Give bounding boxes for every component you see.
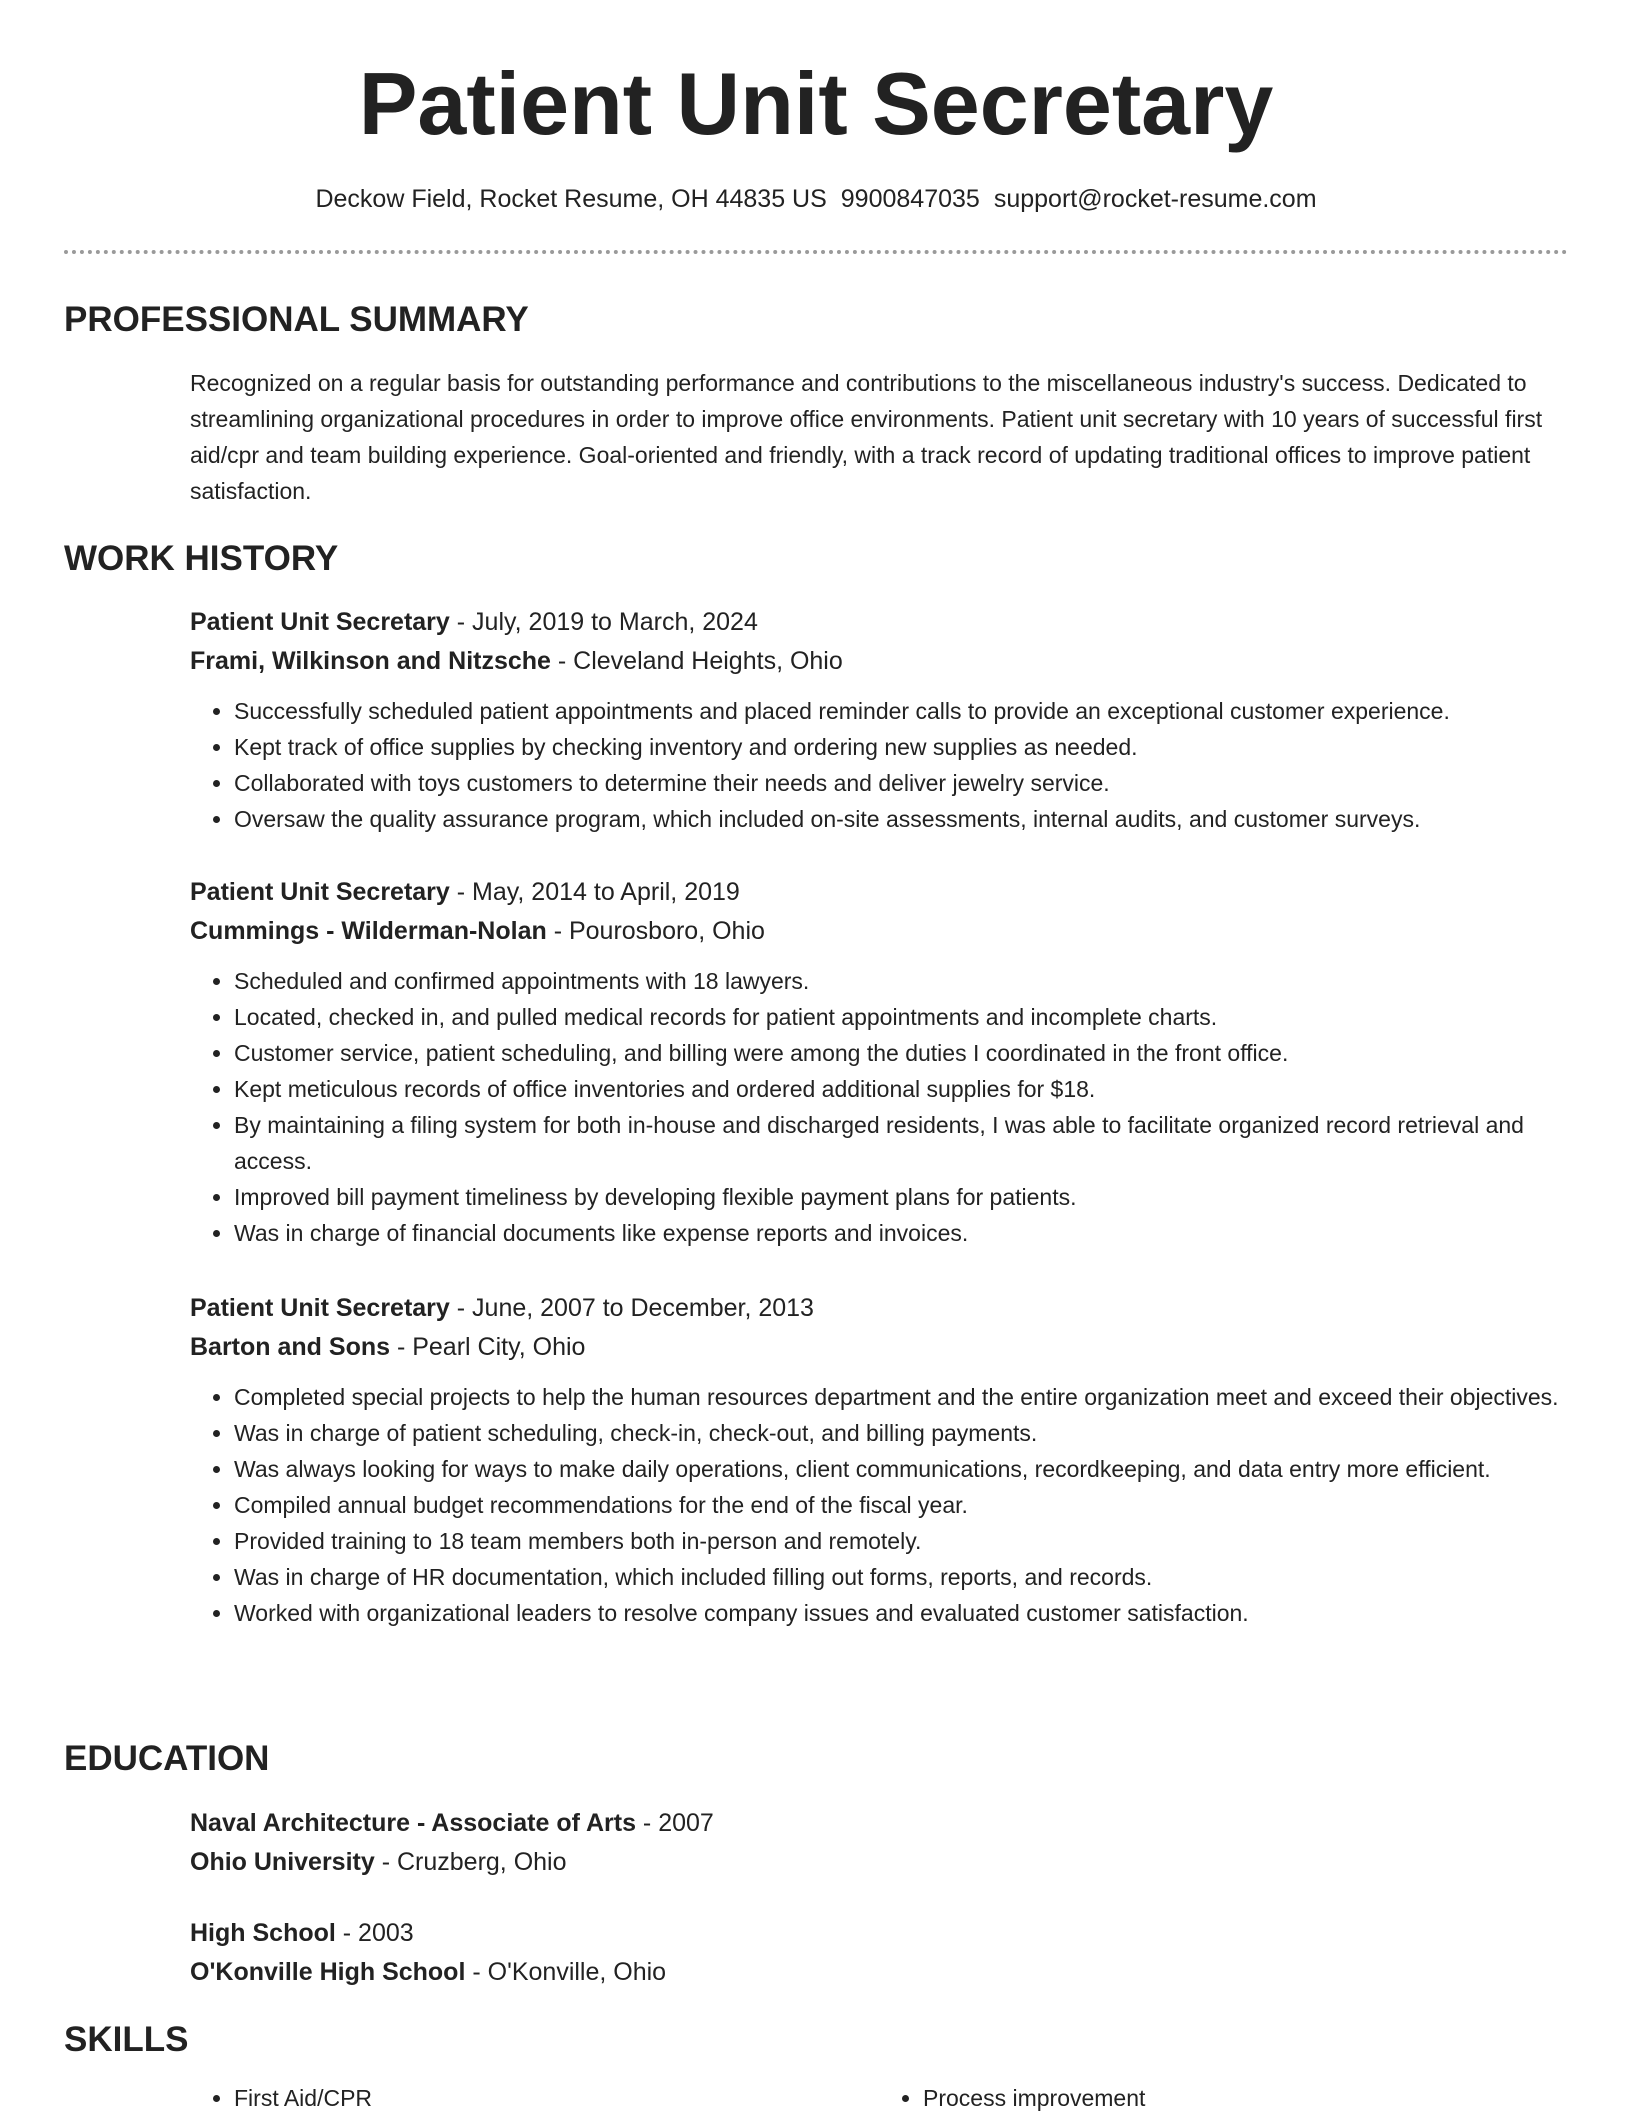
list-item: • Kept track of office supplies by checking inventory and ordering new supplies as needed. (234, 729, 1568, 765)
education-school-line (190, 1953, 1568, 1992)
job-title-line (190, 1289, 1568, 1328)
job-dates: - June, 2007 to December, 2013 (449, 1294, 814, 1322)
summary-text: Recognized on a regular basis for outstanding performance and contributions to the miscellaneous industry's success. Dedicated to streamlining organizational procedures in order to improve office environments. Patient unit secretary with 10 years of successful first aid/cpr and team building experience. Goal-oriented and friendly, with a track record of updating traditional offices to improve patient satisfaction. (190, 370, 1543, 504)
list-item: • Was in charge of patient scheduling, check-in, check-out, and billing payments. (234, 1415, 1568, 1451)
education-location: - Cruzberg, Ohio (374, 1848, 567, 1876)
job-company: Frami, Wilkinson and Nitzsche (190, 647, 551, 675)
list-item: • First Aid/CPR (234, 2080, 879, 2116)
list-item: • Oversaw the quality assurance program, which included on-site assessments, internal audits, and customer surveys. (234, 801, 1568, 837)
education-degree: Naval Architecture - Associate of Arts (190, 1809, 636, 1837)
header-divider (64, 250, 1568, 254)
education-year: - 2007 (635, 1809, 714, 1837)
education-school: O'Konville High School (190, 1958, 466, 1986)
job-title: Patient Unit Secretary (190, 1294, 450, 1322)
list-item: • Process improvement (923, 2080, 1568, 2116)
contact-line (0, 182, 1632, 216)
education-degree-line (190, 1914, 1568, 1953)
skills-column-left (190, 2080, 879, 2116)
job-entry (190, 873, 1568, 1251)
education-location: - O'Konville, Ohio (465, 1958, 667, 1986)
job-title: Patient Unit Secretary (190, 608, 450, 636)
job-company-line (190, 1328, 1568, 1367)
section-title-education: EDUCATION (64, 1739, 270, 1778)
job-company-line (190, 912, 1568, 951)
education-degree: High School (190, 1919, 336, 1947)
job-company-line (190, 642, 1568, 681)
list-item: • Improved bill payment timeliness by developing flexible payment plans for patients. (234, 1179, 1568, 1215)
job-title-line (190, 873, 1568, 912)
list-item: • Collaborated with toys customers to determine their needs and deliver jewelry service. (234, 765, 1568, 801)
skills-column-right (879, 2080, 1568, 2116)
education-year: - 2003 (335, 1919, 414, 1947)
job-entry (190, 1289, 1568, 1631)
education-entry (190, 1804, 1568, 1882)
list-item: • Scheduled and confirmed appointments with 18 lawyers. (234, 963, 1568, 999)
contact-email: support@rocket-resume.com (993, 185, 1317, 213)
section-title-work-history: WORK HISTORY (64, 539, 339, 578)
job-location: - Pourosboro, Ohio (546, 917, 765, 945)
list-item: • Successfully scheduled patient appointments and placed reminder calls to provide an exceptional customer experience. (234, 693, 1568, 729)
summary-block (190, 365, 1568, 509)
list-item: • Worked with organizational leaders to resolve company issues and evaluated customer satisfaction. (234, 1595, 1568, 1631)
contact-address: Deckow Field, Rocket Resume, OH 44835 US (315, 185, 827, 213)
list-item: • By maintaining a filing system for both in-house and discharged residents, I was able to facilitate organized record retrieval and access. (234, 1107, 1568, 1179)
candidate-name: Patient Unit Secretary (358, 54, 1274, 153)
education-degree-line (190, 1804, 1568, 1843)
job-bullets (190, 1379, 1568, 1631)
job-location: - Cleveland Heights, Ohio (550, 647, 843, 675)
list-item: • Customer service, patient scheduling, and billing were among the duties I coordinated in the front office. (234, 1035, 1568, 1071)
education-school-line (190, 1843, 1568, 1882)
list-item: • Kept meticulous records of office inventories and ordered additional supplies for $18. (234, 1071, 1568, 1107)
list-item: • Was always looking for ways to make daily operations, client communications, recordkeeping, and data entry more efficient. (234, 1451, 1568, 1487)
job-entry (190, 603, 1568, 837)
contact-phone: 9900847035 (840, 185, 980, 213)
job-bullets (190, 693, 1568, 837)
list-item: • Was in charge of HR documentation, which included filling out forms, reports, and records. (234, 1559, 1568, 1595)
list-item: • Located, checked in, and pulled medical records for patient appointments and incomplete charts. (234, 999, 1568, 1035)
list-item: • Compiled annual budget recommendations for the end of the fiscal year. (234, 1487, 1568, 1523)
job-company: Cummings - Wilderman-Nolan (190, 917, 547, 945)
education-school: Ohio University (190, 1848, 375, 1876)
section-title-summary: PROFESSIONAL SUMMARY (64, 300, 529, 339)
section-title-skills: SKILLS (64, 2020, 189, 2059)
job-title-line (190, 603, 1568, 642)
job-bullets (190, 963, 1568, 1251)
job-dates: - July, 2019 to March, 2024 (449, 608, 758, 636)
skills-grid (190, 2080, 1568, 2116)
list-item: • Provided training to 18 team members both in-person and remotely. (234, 1523, 1568, 1559)
job-location: - Pearl City, Ohio (390, 1333, 586, 1361)
education-entry (190, 1914, 1568, 1992)
job-title: Patient Unit Secretary (190, 878, 450, 906)
job-dates: - May, 2014 to April, 2019 (449, 878, 740, 906)
list-item: • Completed special projects to help the human resources department and the entire organization meet and exceed their objectives. (234, 1379, 1568, 1415)
list-item: • Was in charge of financial documents like expense reports and invoices. (234, 1215, 1568, 1251)
job-company: Barton and Sons (190, 1333, 391, 1361)
